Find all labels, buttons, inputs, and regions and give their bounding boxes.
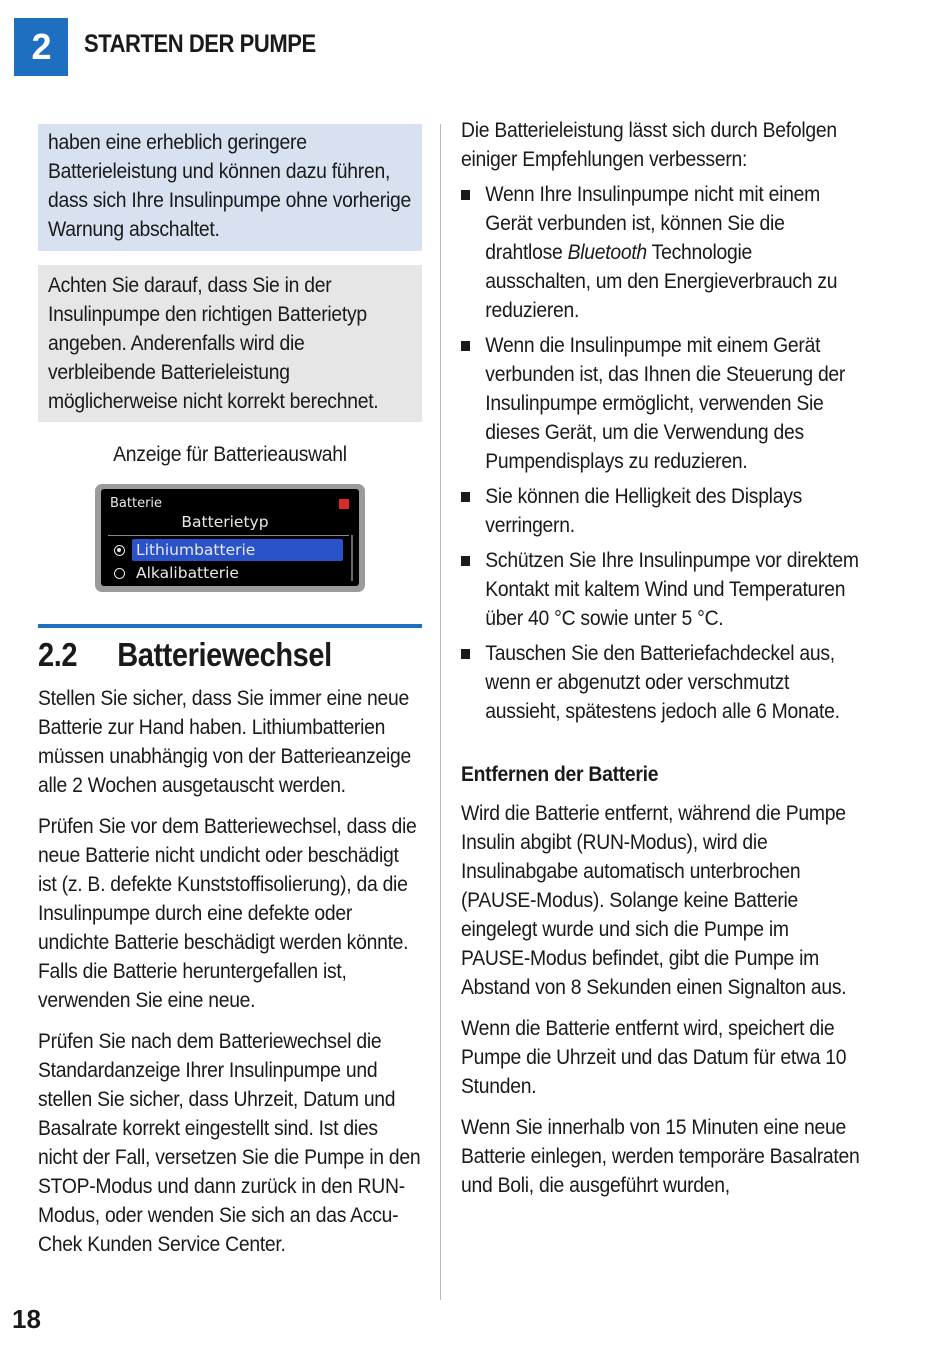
- radio-selected-icon: [114, 545, 125, 556]
- option-label: Alkalibatterie: [136, 564, 239, 582]
- list-item: [461, 180, 861, 325]
- page-number: 18: [12, 1304, 41, 1334]
- section-rule: [38, 624, 422, 628]
- paragraph: Wenn die Batterie entfernt wird, speichert die Pumpe die Uhrzeit und das Datum für etwa 10 Stunden.: [461, 1016, 847, 1098]
- battery-option-lithium: [101, 539, 343, 561]
- left-column: [38, 124, 422, 1259]
- paragraph: Stellen Sie sicher, dass Sie immer eine neue Batterie zur Hand haben. Lithiumbatterien müssen unabhängig von der Batterieanzeige alle 2 Wochen ausgetauscht werden.: [38, 686, 411, 797]
- radio-unselected-icon: [114, 568, 125, 579]
- option-label-selected: Lithiumbatterie: [132, 539, 343, 561]
- list-item: Wenn die Insulinpumpe mit einem Gerät verbunden ist, das Ihnen die Steuerung der Insulinpumpe ermöglicht, verwenden Sie dieses Gerät, um die Verwendung des Pumpendisplays zu reduzieren.: [461, 331, 861, 476]
- section-title: Batteriewechsel: [117, 636, 332, 673]
- column-divider: [440, 124, 441, 1300]
- pump-display-screen: [101, 489, 359, 586]
- note-grey-text: Achten Sie darauf, dass Sie in der Insulinpumpe den richtigen Batterietyp angeben. Anderenfalls wird die verbleibende Batterieleistung möglicherweise nicht korrekt berechnet.: [48, 273, 379, 413]
- display-heading: Batterietyp: [181, 513, 269, 531]
- list-item: Schützen Sie Ihre Insulinpumpe vor direktem Kontakt mit kaltem Wind und Temperaturen über 40 °C sowie unter 5 °C.: [461, 546, 861, 633]
- note-box-blue: [38, 124, 422, 251]
- list-item-text: Technologie ausschalten, um den Energieverbrauch zu reduzieren.: [485, 240, 838, 322]
- status-indicator-icon: [339, 499, 349, 509]
- list-item-text: Wenn Ihre Insulinpumpe nicht mit einem Gerät verbunden ist, können Sie die drahtlose: [485, 182, 820, 264]
- display-divider: [108, 535, 349, 536]
- paragraph: Wird die Batterie entfernt, während die Pumpe Insulin abgibt (RUN-Modus), wird die Insulinabgabe automatisch unterbrochen (PAUSE-Modus). Solange keine Batterie eingelegt wurde und sich die Pumpe im PAUSE-Modus befindet, gibt die Pumpe im Abstand von 8 Sekunden einen Signalton aus.: [461, 801, 847, 999]
- chapter-number-badge: 2: [14, 18, 68, 76]
- list-item: Tauschen Sie den Batteriefachdeckel aus, wenn er abgenutzt oder verschmutzt aussieht, spätestens jedoch alle 6 Monate.: [461, 639, 861, 726]
- battery-option-alkaline: [101, 562, 343, 584]
- paragraph: Prüfen Sie vor dem Batteriewechsel, dass die neue Batterie nicht undicht oder beschädigt ist (z. B. defekte Kunststoffisolierung), da die Insulinpumpe durch eine defekte oder undichte Batterie beschädigt werden könnte. Falls die Batterie heruntergefallen ist, verwenden Sie eine neue.: [38, 814, 417, 1012]
- list-item: Sie können die Helligkeit des Displays verringern.: [461, 482, 861, 540]
- paragraph: Wenn Sie innerhalb von 15 Minuten eine neue Batterie einlegen, werden temporäre Basalraten und Boli, die ausgeführt wurden,: [461, 1115, 860, 1197]
- section-number: 2.2: [38, 636, 78, 673]
- intro-paragraph: Die Batterieleistung lässt sich durch Befolgen einiger Empfehlungen verbessern:: [461, 118, 837, 171]
- figure-caption: Anzeige für Batterieauswahl: [113, 442, 347, 466]
- chapter-title: STARTEN DER PUMPE: [84, 30, 316, 58]
- subheading: Entfernen der Batterie: [461, 762, 659, 786]
- pump-display-figure: [95, 484, 365, 592]
- recommendation-list: [461, 180, 861, 726]
- paragraph: Prüfen Sie nach dem Batteriewechsel die Standardanzeige Ihrer Insulinpumpe und stellen Sie sicher, dass Uhrzeit, Datum und Basalrate korrekt eingestellt sind. Ist dies nicht der Fall, versetzen Sie die Pumpe in den STOP-Modus und dann zurück in den RUN-Modus, oder wenden Sie sich an das Accu-Chek Kunden Service Center.: [38, 1029, 421, 1256]
- display-scrollbar: [351, 535, 353, 581]
- note-blue-text: haben eine erheblich geringere Batterieleistung und können dazu führen, dass sich Ihre Insulinpumpe ohne vorherige Warnung abschaltet.: [48, 130, 411, 241]
- bluetooth-term: Bluetooth: [567, 240, 647, 264]
- section-heading: [38, 636, 423, 674]
- display-title: Batterie: [110, 496, 163, 511]
- right-column: [461, 116, 861, 1200]
- note-box-grey: [38, 265, 422, 422]
